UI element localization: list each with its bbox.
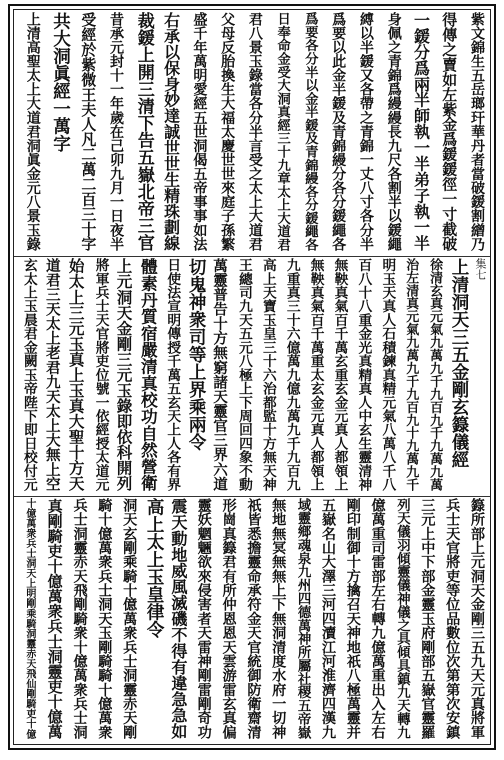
panel-top <box>16 12 488 256</box>
text-columns <box>16 498 488 744</box>
text-column: 日奉命金受大洞真經三十九章太上大道君 <box>274 12 290 252</box>
text-column: 萬靈普告十方無窮諸天靈官三界六道 <box>211 258 229 492</box>
text-column: 九重真三十六億萬九億九萬九千九百九 <box>283 258 300 492</box>
text-column: 道君三天太上老君九天太上大無上空 <box>43 258 61 492</box>
text-column: 高上天寶玉皇三十六治都監十方無天神 <box>259 258 276 492</box>
text-column: 億萬重司雷部左右轉九億萬重出入左右 <box>369 498 386 740</box>
text-column: 列天儀羽傾靈儀神儀之具傾具鎮九天轉九 <box>394 498 411 740</box>
text-column: 右承以保身妙達誠世世生精珠劃線 <box>161 12 181 252</box>
text-column: 無地無冥無無上下無洞清度水府一切神 <box>270 498 287 740</box>
text-column: 王總司九天五元八極上下周回四象不動 <box>235 258 252 492</box>
text-column: 得傳之賣如左紫金爲鍰鍰徑一寸截破 <box>440 12 459 252</box>
scripture-page <box>8 4 496 750</box>
text-column: 無鞅真氣百千萬重太玄金元真人都領上 <box>307 258 324 492</box>
text-column: 形崗真籙君有所仲恩恩天雲游雷玄真偏 <box>220 498 237 740</box>
text-column: 治左清真元氣九萬九千九百九十九萬九千 <box>403 258 419 492</box>
text-column: 爲要各分半以金半鍰及青錦縵各分鍰繩各 <box>302 12 318 252</box>
folio-mark: 集七 <box>474 258 487 280</box>
text-column: 父母反胎換生大福太慶世世來庭子孫繁 <box>219 12 236 252</box>
text-column: 高上太上玉皇律令 <box>144 498 165 638</box>
text-column: 震天動地威風滅磯不得有違急急如 <box>168 498 188 740</box>
text-columns <box>16 12 488 256</box>
text-column: 洞天玄剛乘騎十億萬衆兵士洞靈赤天剛 <box>121 498 138 740</box>
text-column: 爲要以此金半鍰及青錦縵分各分鍰繩各 <box>330 12 347 252</box>
text-column: 日使法宣明傳授千萬五玄天上人各有界 <box>164 258 181 492</box>
text-column: 共大洞眞經一萬字 <box>50 12 71 152</box>
text-column: 身佩之青錦爲縵縵長九尺各割半以鍰繩 <box>385 12 402 252</box>
text-column: 紫文錦生五岳瑯玕華丹者當破鍰割繒乃 <box>469 12 485 252</box>
text-column: 徐清玄真元氣九萬九千九百九千九萬九萬 <box>427 258 443 492</box>
text-columns <box>16 258 488 496</box>
text-column: 上清洞天三五金剛玄籙儀經 <box>449 258 469 468</box>
text-column: 上元洞天金剛三元玉錄即依科開列 <box>114 258 134 492</box>
text-column: 將軍兵士天官將吏位號一依經授太道元 <box>92 258 109 492</box>
text-column: 切鬼神衆司等上界乘兩令 <box>186 258 207 451</box>
text-column: 真剛騎吏十億萬衆兵士洞靈吏十億萬 <box>45 498 64 739</box>
text-column: 兵士洞靈赤天飛剛騎衆十億萬衆兵士洞 <box>71 498 88 740</box>
panel-divider <box>14 256 490 257</box>
text-column: 明玉天真人石積鍊真精元氣八萬八千八 <box>379 258 396 492</box>
text-column: 盛千年萬明愛經五世洞偈五帝事事如法 <box>191 12 208 252</box>
text-column: 上清高聖太上大道君洞眞金元八景玉錄 <box>24 12 41 252</box>
text-column: 無鞅真氣百千萬玄重玄金元真人都領上 <box>331 258 348 492</box>
panel-middle <box>16 258 488 496</box>
text-column: 裁鍰上開三清下告五嶽北帝三官 <box>133 12 154 252</box>
text-column: 始太上三元玉真上玉真大聖十方天 <box>66 258 86 492</box>
text-column: 靈妖魍魎欲來侵害者天雷神剛雷剛奇功 <box>195 498 212 740</box>
text-column: 域靈鄉魂泉九州四德萬神所屬社稷五帝嶽 <box>295 498 312 740</box>
text-column: 十億萬衆兵士洞天上明剛乘騎洞靈赤天飛仙剛騎吏十億 <box>23 498 35 739</box>
text-column: 受經於紫微王夫人凡二萬二百三十字 <box>79 12 98 252</box>
text-column: 昔承元封十一年歲在己卯九月一日夜半 <box>108 12 125 252</box>
text-column: 一鍰分爲兩半師執一半弟子執一半 <box>411 12 431 252</box>
text-column: 籙所部上元洞天金剛三五九天元真將軍 <box>469 498 485 740</box>
text-column: 玄太上玉晨君金闕玉帝陛下即日校付元 <box>20 258 37 492</box>
text-column: 五嶽名山大澤三河四瀆江河淮濟四漢九 <box>319 498 336 740</box>
panel-divider <box>14 496 490 497</box>
text-column: 君八景玉錄當各分半言受之太上大道君 <box>246 12 263 252</box>
text-column: 三元上中下部金靈玉府剛部五嶽官靈羅 <box>419 498 436 740</box>
text-column: 祇皆悉擔靈命承符金天官統御防衛齋清 <box>245 498 262 740</box>
text-column: 縛以半鍰又各帶之青錦一丈八寸各分半 <box>357 12 374 252</box>
text-column: 剛印制御十方擒召天神地祇八極萬靈并 <box>344 498 361 740</box>
panel-bottom <box>16 498 488 744</box>
text-column: 騎十億萬衆兵士洞天玉剛騎騎十億萬衆 <box>96 498 113 740</box>
text-column: 兵士天官將吏等位品數位次第第次安鎮 <box>444 498 461 740</box>
text-column: 體素丹質宿嚴清真校功自然營衛 <box>138 258 159 492</box>
text-column: 百八十八重金光真精真人中玄生靈清神 <box>355 258 372 492</box>
